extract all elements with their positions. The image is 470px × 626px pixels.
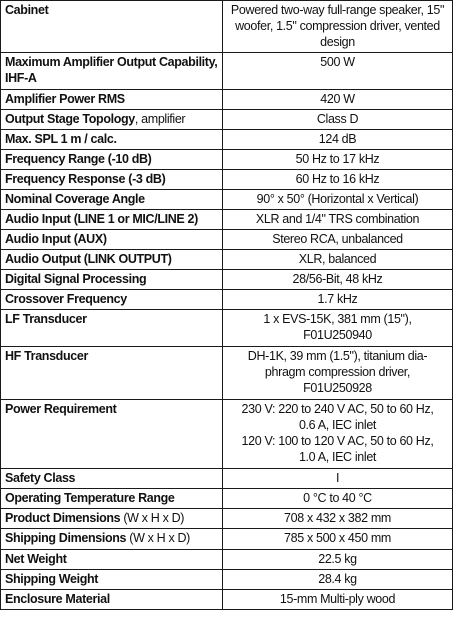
spec-label-cell [1,550,223,570]
spec-label-cell [1,310,223,347]
spec-value-line: 1.0 A, IEC inlet [298,450,377,464]
spec-value-cell [223,110,453,130]
spec-label-cell [1,509,223,529]
spec-label-cell [1,290,223,310]
spec-label: Max. SPL 1 m / calc. [5,132,117,146]
spec-value-cell [223,53,453,90]
spec-label-cell [1,400,223,469]
spec-value-line: woofer, 1.5" compression driver, vented [235,19,440,33]
spec-value-line: XLR, balanced [298,252,377,266]
spec-label-cell [1,570,223,590]
spec-value-line: 230 V: 220 to 240 V AC, 50 to 60 Hz, [241,402,434,416]
spec-value-line: 50 Hz to 17 kHz [295,152,380,166]
spec-value-line: 785 x 500 x 450 mm [284,531,391,545]
spec-value-line: 500 W [320,55,355,69]
spec-value-line: 90° x 50° (Horizontal x Vertical) [256,192,419,206]
spec-label-cell [1,53,223,90]
spec-value-line: 0.6 A, IEC inlet [298,418,377,432]
spec-value-cell [223,150,453,170]
spec-label-cell [1,90,223,110]
spec-label: Audio Input (LINE 1 or MIC/LINE 2) [5,212,198,226]
spec-label: Amplifier Power RMS [5,92,125,106]
spec-label-cell [1,110,223,130]
spec-row [1,90,453,110]
spec-value-line: 0 °C to 40 °C [303,491,372,505]
spec-label-cell [1,590,223,610]
spec-row [1,170,453,190]
spec-label-suffix: (W x H x D) [126,531,190,545]
spec-row [1,590,453,610]
spec-row [1,110,453,130]
spec-label-cell [1,1,223,53]
spec-value-cell [223,590,453,610]
spec-row [1,150,453,170]
spec-value-line: 60 Hz to 16 kHz [295,172,380,186]
spec-value-cell [223,570,453,590]
spec-label: Frequency Range (-10 dB) [5,152,152,166]
spec-label-cell [1,170,223,190]
spec-value-cell [223,550,453,570]
spec-label: Output Stage Topology [5,112,135,126]
spec-value-cell [223,529,453,550]
spec-label-suffix: , amplifier [134,112,186,126]
spec-value-line: 1.7 kHz [317,292,358,306]
spec-value-line: 120 V: 100 to 120 V AC, 50 to 60 Hz, [241,434,434,448]
spec-value-cell [223,469,453,489]
spec-row [1,550,453,570]
spec-value-cell [223,509,453,529]
spec-value-cell [223,489,453,509]
spec-label: Cabinet [5,3,49,17]
spec-value-cell [223,130,453,150]
spec-row [1,1,453,53]
spec-value-cell [223,290,453,310]
spec-label-cell [1,210,223,230]
spec-label: Audio Output (LINK OUTPUT) [5,252,172,266]
spec-label: Nominal Coverage Angle [5,192,145,206]
spec-value-line: XLR and 1/4" TRS combination [255,212,420,226]
spec-label: Power Requirement [5,402,117,416]
spec-label: Product Dimensions [5,511,121,525]
spec-label: Crossover Frequency [5,292,127,306]
spec-row [1,310,453,347]
spec-value-cell [223,347,453,400]
spec-label-cell [1,529,223,550]
spec-label-cell [1,250,223,270]
spec-label: Safety Class [5,471,76,485]
spec-value-line: 420 W [320,92,355,106]
spec-value-line: design [320,35,355,49]
spec-value-line: 15-mm Multi-ply wood [279,592,396,606]
spec-value-cell [223,170,453,190]
spec-value-line: 124 dB [318,132,357,146]
spec-label: Frequency Response (-3 dB) [5,172,166,186]
spec-label: Digital Signal Processing [5,272,147,286]
spec-label: Maximum Amplifier Output Capability, IHF-A [5,55,218,85]
spec-value-line: 1 x EVS-15K, 381 mm (15"), [263,312,412,326]
spec-value-line: 22.5 kg [318,552,357,566]
spec-value-line: F01U250928 [303,381,372,395]
spec-label: Operating Temperature Range [5,491,175,505]
spec-value-line: 28.4 kg [318,572,357,586]
spec-value-cell [223,1,453,53]
spec-value-cell [223,400,453,469]
spec-value-cell [223,250,453,270]
spec-label: Shipping Weight [5,572,99,586]
spec-row [1,529,453,550]
spec-value-cell [223,90,453,110]
spec-value-line: Class D [316,112,359,126]
spec-label-cell [1,489,223,509]
spec-value-line: I [335,471,340,485]
spec-value-line: 708 x 432 x 382 mm [284,511,391,525]
spec-row [1,509,453,529]
spec-value-line: Powered two-way full-range speaker, 15" [230,3,445,17]
spec-label-cell [1,469,223,489]
spec-value-line: phragm compression driver, [264,365,411,379]
spec-label-cell [1,230,223,250]
spec-label-suffix: (W x H x D) [120,511,185,525]
spec-label-cell [1,270,223,290]
spec-label-cell [1,190,223,210]
spec-value-line: DH-1K, 39 mm (1.5"), titanium dia- [247,349,428,363]
spec-value-cell [223,270,453,290]
spec-value-cell [223,230,453,250]
spec-row [1,250,453,270]
spec-row [1,210,453,230]
spec-label-cell [1,347,223,400]
spec-value-line: 28/56-Bit, 48 kHz [292,272,383,286]
spec-value-line: F01U250940 [303,328,372,342]
spec-label: Audio Input (AUX) [5,232,107,246]
spec-row [1,489,453,509]
spec-label: LF Transducer [5,312,87,326]
spec-row [1,230,453,250]
spec-value-cell [223,190,453,210]
spec-label-cell [1,130,223,150]
spec-row [1,290,453,310]
spec-row [1,347,453,400]
spec-table-body [1,1,453,610]
spec-row [1,270,453,290]
spec-row [1,400,453,469]
spec-value-cell [223,310,453,347]
spec-row [1,190,453,210]
spec-label: Net Weight [5,552,67,566]
spec-value-line: Stereo RCA, unbalanced [272,232,403,246]
spec-label-cell [1,150,223,170]
spec-row [1,570,453,590]
spec-row [1,130,453,150]
spec-row [1,469,453,489]
spec-label: HF Transducer [5,349,88,363]
spec-row [1,53,453,90]
spec-value-cell [223,210,453,230]
spec-label: Shipping Dimensions [5,531,127,545]
spec-label: Enclosure Material [5,592,110,606]
